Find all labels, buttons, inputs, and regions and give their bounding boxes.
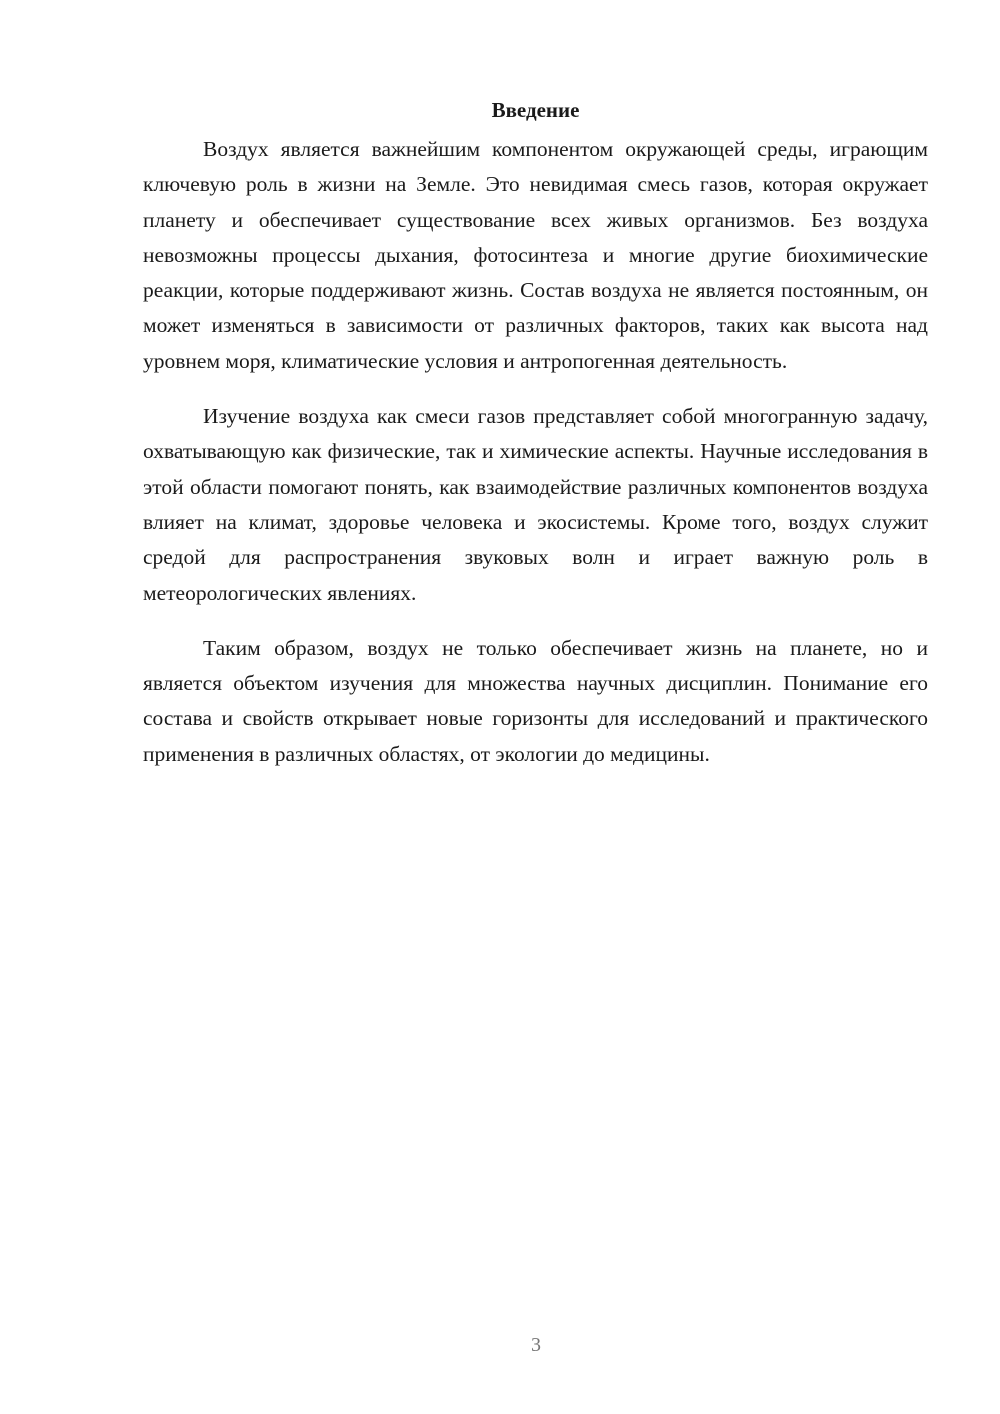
section-heading: Введение (491, 98, 580, 122)
paragraph-3: Таким образом, воздух не только обеспечивает жизнь на планете, но и является объектом изучения для множества научных дисциплин. Понимание его состава и свойств открывает новые горизонты для исследований и практического применения в различных областях, от экологии до медицины. (143, 635, 928, 766)
paragraph-2: Изучение воздуха как смеси газов представляет собой многогранную задачу, охватывающую как физические, так и химические аспекты. Научные исследования в этой области помогают понять, как взаимодействие различных компонентов воздуха влияет на климат, здоровье человека и экосистемы. Кроме того, воздух служит средой для распространения звуковых волн и играет важную роль в метеорологических явлениях. (143, 404, 928, 605)
page-number: 3 (531, 1334, 541, 1356)
paragraph-1: Воздух является важнейшим компонентом окружающей среды, играющим ключевую роль в жизни на Земле. Это невидимая смесь газов, которая окружает планету и обеспечивает существование всех живых организмов. Без воздуха невозможны процессы дыхания, фотосинтеза и многие другие биохимические реакции, которые поддерживают жизнь. Состав воздуха не является постоянным, он может изменяться в зависимости от различных факторов, таких как высота над уровнем моря, климатические условия и антропогенная деятельность. (143, 137, 928, 373)
page-content (143, 92, 928, 792)
